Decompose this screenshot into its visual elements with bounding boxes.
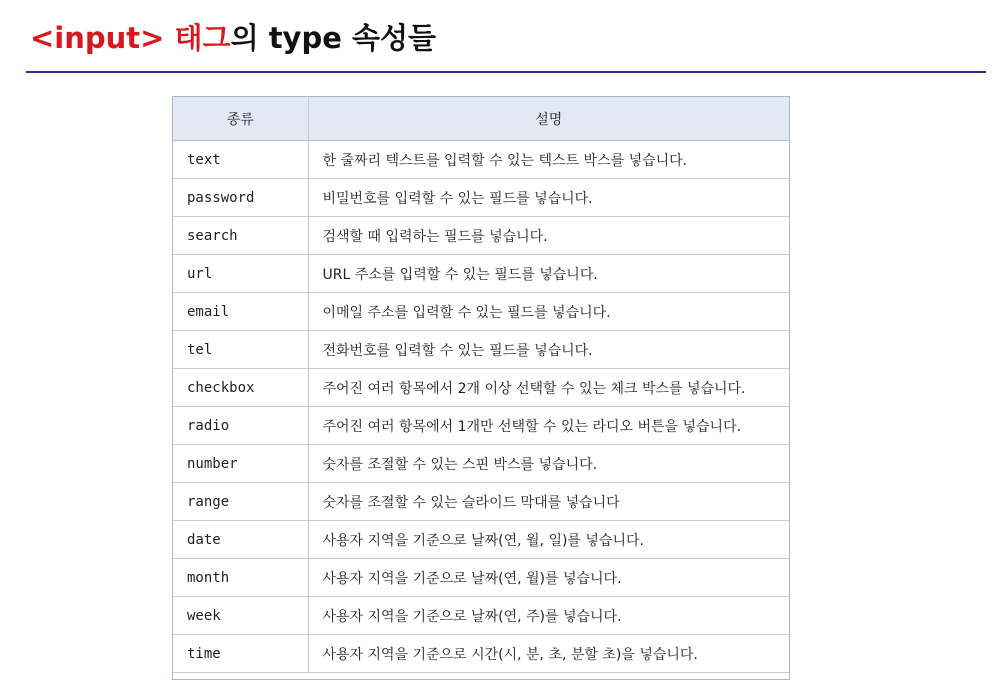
title-divider [26, 71, 986, 73]
description-cell: 사용자 지역을 기준으로 시간(시, 분, 초, 분할 초)을 넣습니다. [308, 635, 789, 673]
title-tag: <input> 태그 [30, 21, 231, 55]
type-cell: time [173, 635, 308, 673]
table-body [173, 141, 789, 673]
table-row [173, 445, 789, 483]
description-cell: 주어진 여러 항목에서 1개만 선택할 수 있는 라디오 버튼을 넣습니다. [308, 407, 789, 445]
table-row [173, 559, 789, 597]
page-title [30, 12, 436, 64]
input-types-table [173, 97, 789, 673]
type-cell: radio [173, 407, 308, 445]
input-types-table-container [172, 96, 790, 680]
table-row [173, 331, 789, 369]
table-row [173, 293, 789, 331]
table-row [173, 483, 789, 521]
description-cell: 숫자를 조절할 수 있는 슬라이드 막대를 넣습니다 [308, 483, 789, 521]
description-cell: 검색할 때 입력하는 필드를 넣습니다. [308, 217, 789, 255]
description-cell: 사용자 지역을 기준으로 날짜(연, 월)를 넣습니다. [308, 559, 789, 597]
table-row [173, 255, 789, 293]
type-cell: url [173, 255, 308, 293]
type-cell: range [173, 483, 308, 521]
table-row [173, 141, 789, 179]
type-cell: tel [173, 331, 308, 369]
description-cell: 한 줄짜리 텍스트를 입력할 수 있는 텍스트 박스를 넣습니다. [308, 141, 789, 179]
table-row [173, 217, 789, 255]
header-type: 종류 [173, 97, 308, 141]
description-cell: 전화번호를 입력할 수 있는 필드를 넣습니다. [308, 331, 789, 369]
description-cell: 사용자 지역을 기준으로 날짜(연, 월, 일)를 넣습니다. [308, 521, 789, 559]
table-header-row [173, 97, 789, 141]
type-cell: date [173, 521, 308, 559]
table-row [173, 179, 789, 217]
table-row [173, 369, 789, 407]
description-cell: 비밀번호를 입력할 수 있는 필드를 넣습니다. [308, 179, 789, 217]
description-cell: 이메일 주소를 입력할 수 있는 필드를 넣습니다. [308, 293, 789, 331]
type-cell: checkbox [173, 369, 308, 407]
table-row [173, 521, 789, 559]
description-cell: 사용자 지역을 기준으로 날짜(연, 주)를 넣습니다. [308, 597, 789, 635]
table-row [173, 597, 789, 635]
type-cell: search [173, 217, 308, 255]
table-row [173, 635, 789, 673]
type-cell: month [173, 559, 308, 597]
title-rest: 의 type 속성들 [230, 21, 437, 55]
header-description: 설명 [308, 97, 789, 141]
type-cell: number [173, 445, 308, 483]
description-cell: 숫자를 조절할 수 있는 스핀 박스를 넣습니다. [308, 445, 789, 483]
type-cell: email [173, 293, 308, 331]
type-cell: password [173, 179, 308, 217]
description-cell: URL 주소를 입력할 수 있는 필드를 넣습니다. [308, 255, 789, 293]
type-cell: text [173, 141, 308, 179]
table-row [173, 407, 789, 445]
type-cell: week [173, 597, 308, 635]
description-cell: 주어진 여러 항목에서 2개 이상 선택할 수 있는 체크 박스를 넣습니다. [308, 369, 789, 407]
